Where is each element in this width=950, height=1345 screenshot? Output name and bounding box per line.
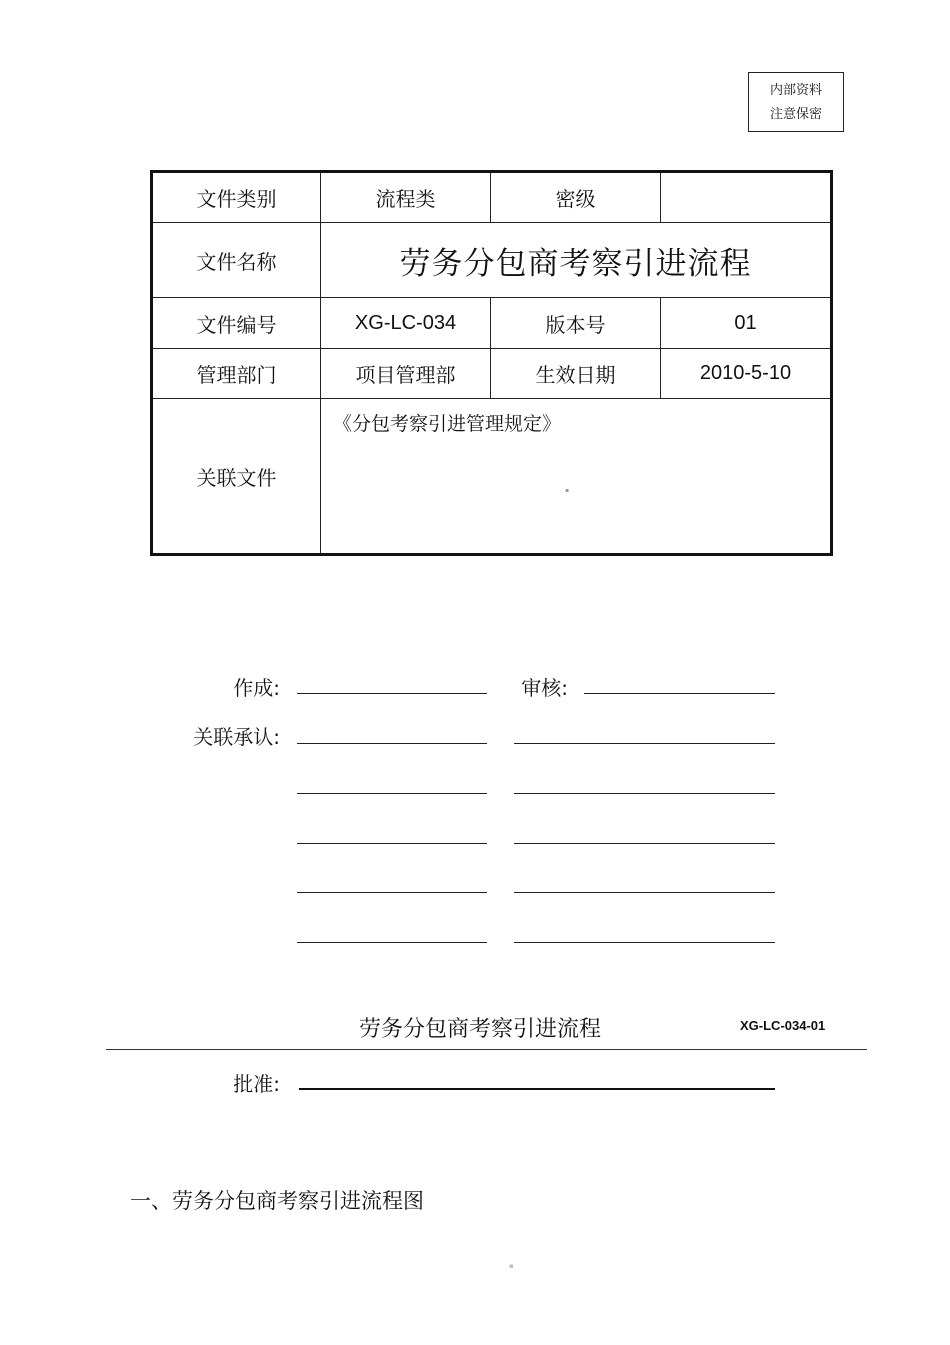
related-value-cell: [321, 399, 832, 555]
date-label: 生效日期: [491, 349, 661, 399]
header-divider: [106, 1049, 867, 1050]
table-row: [152, 349, 832, 399]
category-value: 流程类: [321, 172, 491, 223]
related-label: 关联文件: [152, 399, 321, 555]
document-title: 劳务分包商考察引进流程: [321, 223, 832, 298]
related-signature-line-right[interactable]: [514, 743, 775, 744]
related-signature-line-left[interactable]: [297, 743, 487, 744]
name-label: 文件名称: [152, 223, 321, 298]
version-label: 版本号: [491, 298, 661, 349]
page-header-code: XG-LC-034-01: [740, 1018, 826, 1033]
related-signature-line-left[interactable]: [297, 892, 487, 893]
author-signature-line[interactable]: [297, 693, 487, 694]
author-label: 作成:: [233, 676, 280, 700]
dept-label: 管理部门: [152, 349, 321, 399]
table-row: [152, 298, 832, 349]
related-signature-line-left[interactable]: [297, 843, 487, 844]
related-document: 《分包考察引进管理规定》: [333, 413, 562, 435]
related-signature-line-right[interactable]: [514, 892, 775, 893]
approve-related-label: 关联承认:: [193, 725, 280, 749]
review-signature-line[interactable]: [584, 693, 775, 694]
related-signature-line-left[interactable]: [297, 942, 487, 943]
review-label: 审核:: [521, 676, 568, 700]
related-signature-line-right[interactable]: [514, 793, 775, 794]
confidential-stamp: [748, 72, 844, 132]
document-info-table: [150, 170, 833, 556]
secret-label: 密级: [491, 172, 661, 223]
version-value: 01: [661, 298, 832, 349]
table-row: [152, 223, 832, 298]
scan-mark: ▪: [509, 1262, 514, 1270]
approval-signature-line[interactable]: [299, 1088, 775, 1090]
page-header-title: 劳务分包商考察引进流程: [358, 1017, 601, 1042]
related-signature-line-right[interactable]: [514, 843, 775, 844]
date-value: 2010-5-10: [661, 349, 832, 399]
dept-value: 项目管理部: [321, 349, 491, 399]
section-heading: 一、劳务分包商考察引进流程图: [130, 1189, 424, 1213]
table-row: [152, 399, 832, 555]
stamp-line-1: 内部资料: [769, 83, 822, 98]
code-label: 文件编号: [152, 298, 321, 349]
stamp-line-2: 注意保密: [769, 107, 822, 122]
related-signature-line-left[interactable]: [297, 793, 487, 794]
code-value: XG-LC-034: [321, 298, 491, 349]
table-row: [152, 172, 832, 223]
related-signature-line-right[interactable]: [514, 942, 775, 943]
approval-label: 批准:: [233, 1072, 280, 1096]
category-label: 文件类别: [152, 172, 321, 223]
scan-mark: ▪: [565, 487, 570, 494]
secret-value: [661, 172, 832, 223]
